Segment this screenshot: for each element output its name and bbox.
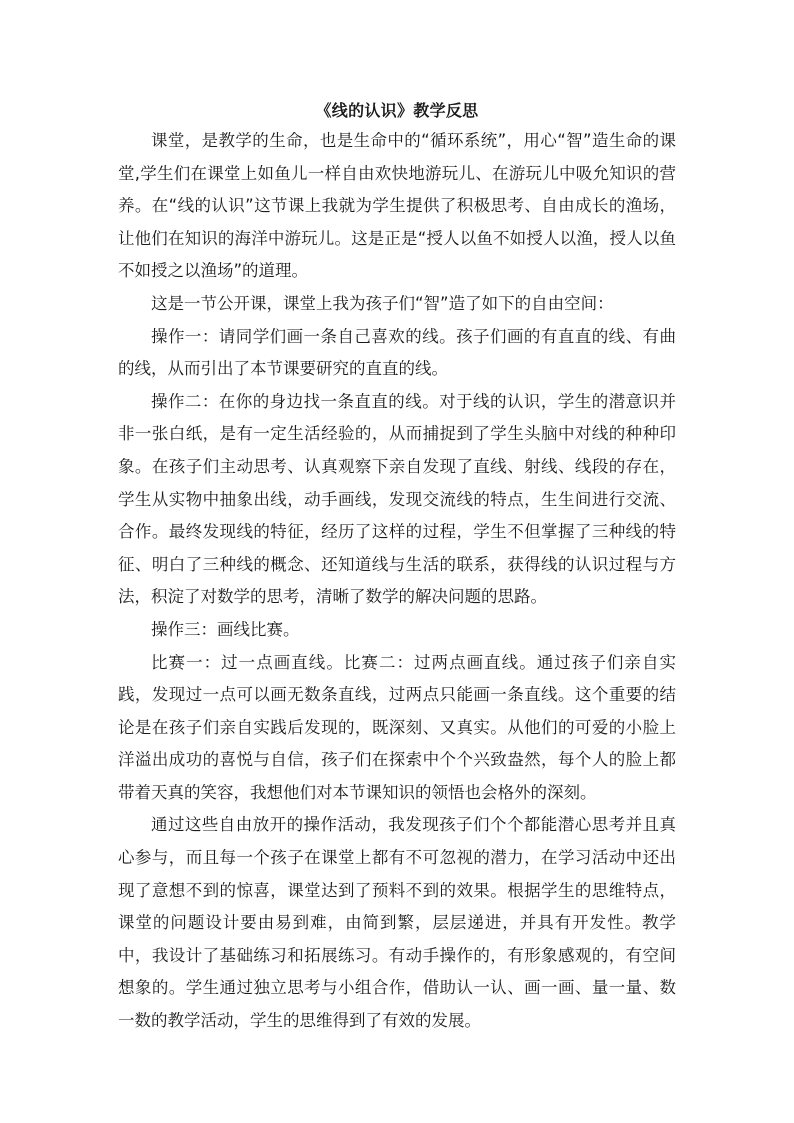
paragraph-conclusion: 通过这些自由放开的操作活动，我发现孩子们个个都能潜心思考并且真心参与，而且每一个孩子在课堂上都有不可忽视的潜力，在学习活动中还出现了意想不到的惊喜，课堂达到了预料不到的效果。根据学生的思维特点，课堂的问题设计要由易到难，由简到繁，层层递进，并具有开发性。教学中，我设计了基础练习和拓展练习。有动手操作的，有形象感观的，有空间想象的。学生通过独立思考与小组合作，借助认一认、画一画、量一量、数一数的教学活动，学生的思维得到了有效的发展。	[118, 815, 676, 1031]
document-title: 《线的认识》教学反思	[315, 101, 479, 120]
paragraph-operation-three: 操作三：画线比赛。	[151, 619, 300, 639]
paragraph-open-class: 这是一节公开课，课堂上我为孩子们“智”造了如下的自由空间：	[151, 293, 614, 313]
paragraph-operation-one: 操作一：请同学们画一条自己喜欢的线。孩子们画的有直直的线、有曲的线，从而引出了本节课要研究的直直的线。	[118, 326, 676, 379]
paragraph-operation-two: 操作二：在你的身边找一条直直的线。对于线的认识，学生的潜意识并非一张白纸，是有一定生活经验的，从而捕捉到了学生头脑中对线的种种印象。在孩子们主动思考、认真观察下亲自发现了直线、射线、线段的存在，学生从实物中抽象出线，动手画线，发现交流线的特点，生生间进行交流、合作。最终发现线的特征，经历了这样的过程，学生不但掌握了三种线的特征、明白了三种线的概念、还知道线与生活的联系，获得线的认识过程与方法，积淀了对数学的思考，清晰了数学的解决问题的思路。	[118, 391, 676, 607]
paragraph-intro: 课堂，是教学的生命，也是生命中的“循环系统”，用心“智”造生命的课堂,学生们在课堂上如鱼儿一样自由欢快地游玩儿、在游玩儿中吸允知识的营养。在“线的认识”这节课上我就为学生提供了积极思考、自由成长的渔场，让他们在知识的海洋中游玩儿。这是正是“授人以鱼不如授人以渔，授人以鱼不如授之以渔场”的道理。	[118, 131, 676, 281]
paragraph-competition: 比赛一：过一点画直线。比赛二：过两点画直线。通过孩子们亲自实践，发现过一点可以画无数条直线，过两点只能画一条直线。这个重要的结论是在孩子们亲自实践后发现的，既深刻、又真实。从他们的可爱的小脸上洋溢出成功的喜悦与自信，孩子们在探索中个个兴致盎然，每个人的脸上都带着天真的笑容，我想他们对本节课知识的领悟也会格外的深刻。	[118, 652, 676, 802]
document-page	[118, 98, 676, 1038]
